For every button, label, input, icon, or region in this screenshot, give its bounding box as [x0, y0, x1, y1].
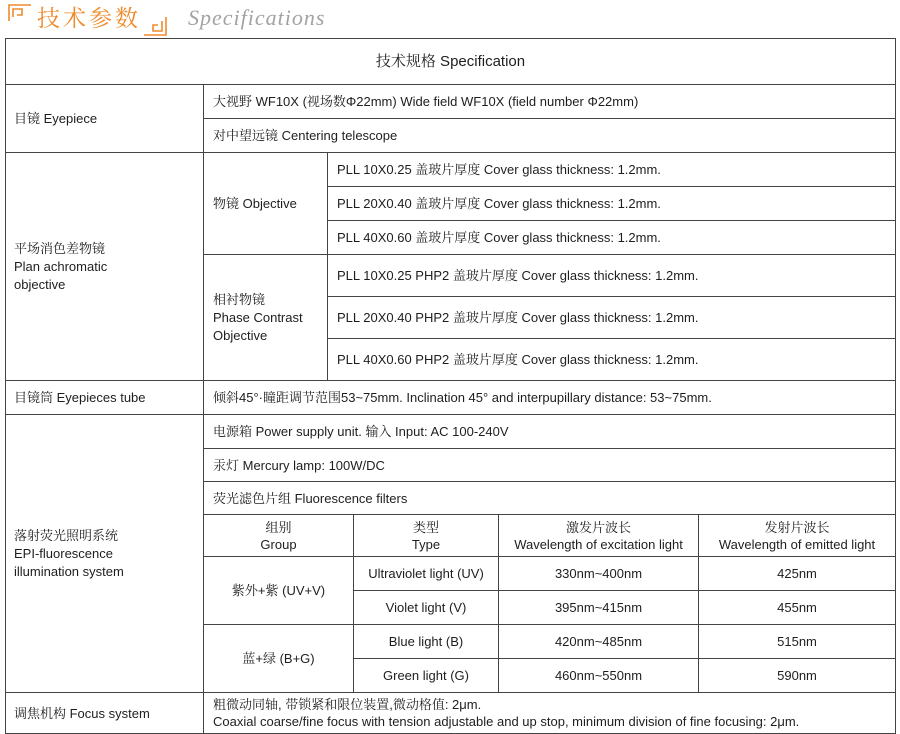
focus-value-line-en: Coaxial coarse/fine focus with tension adjustable and up stop, minimum division of fine focusing: 2μm.	[213, 714, 800, 729]
filter-header-group	[203, 514, 354, 557]
objective-row	[327, 152, 896, 187]
filter-type: Ultraviolet light (UV)	[368, 566, 484, 581]
filter-header-en: Wavelength of emitted light	[718, 536, 876, 552]
filter-emitted-cell	[698, 556, 896, 591]
fluorescence-row	[203, 448, 896, 482]
filter-type: Blue light (B)	[388, 634, 464, 649]
power-supply-value: 电源箱 Power supply unit. 输入 Input: AC 100-240V	[213, 424, 509, 439]
objective-label-cell	[5, 152, 204, 381]
filter-excitation-cell	[498, 590, 699, 625]
filter-type-cell	[353, 624, 499, 659]
tube-value-cell	[203, 380, 896, 415]
eyepiece-label: 目镜 Eyepiece	[14, 111, 98, 126]
filter-group-name: 蓝+绿 (B+G)	[242, 651, 315, 666]
filter-header-cn: 发射片波长	[764, 519, 830, 535]
filter-header-type	[353, 514, 499, 557]
focus-value-line-cn: 粗微动同轴, 带锁紧和限位装置,微动格值: 2μm.	[213, 697, 482, 712]
filter-emitted-cell	[698, 658, 896, 693]
filter-emitted: 455nm	[777, 600, 817, 615]
phase-objective-value: PLL 10X0.25 PHP2 盖玻片厚度 Cover glass thickness: 1.2mm.	[337, 268, 699, 283]
filter-excitation: 460nm~550nm	[554, 668, 643, 683]
objective-label-line: objective	[14, 276, 66, 292]
objective-group-label-cell	[203, 152, 328, 255]
objective-value: PLL 20X0.40 盖玻片厚度 Cover glass thickness: 1.2mm.	[337, 196, 661, 211]
objective-value: PLL 40X0.60 盖玻片厚度 Cover glass thickness: 1.2mm.	[337, 230, 661, 245]
objective-label-line: Plan achromatic	[14, 258, 108, 274]
filter-group-name: 紫外+紫 (UV+V)	[231, 583, 326, 598]
filter-excitation-cell	[498, 624, 699, 659]
tube-label-cell	[5, 380, 204, 415]
filter-emitted: 590nm	[777, 668, 817, 683]
objective-row	[327, 186, 896, 221]
mercury-lamp-value: 汞灯 Mercury lamp: 100W/DC	[213, 457, 385, 473]
filter-header-en: Group	[260, 536, 297, 552]
phase-objective-value: PLL 40X0.60 PHP2 盖玻片厚度 Cover glass thickness: 1.2mm.	[337, 352, 699, 367]
filter-header-cn: 类型	[412, 519, 439, 535]
filter-type: Green light (G)	[383, 668, 469, 683]
phase-group-label-line: 相衬物镜	[213, 291, 266, 307]
filter-emitted: 425nm	[777, 566, 817, 581]
filter-header-cn: 组别	[265, 519, 292, 535]
filter-excitation-cell	[498, 556, 699, 591]
focus-value-cell	[203, 692, 896, 734]
focus-label-cell	[5, 692, 204, 734]
focus-label: 调焦机构 Focus system	[14, 705, 150, 721]
tube-value: 倾斜45°·瞳距调节范围53~75mm. Inclination 45° and interpupillary distance: 53~75mm.	[213, 390, 712, 405]
eyepiece-row	[203, 118, 896, 153]
tube-label: 目镜筒 Eyepieces tube	[14, 390, 146, 405]
focus-value	[213, 696, 799, 730]
filter-excitation-cell	[498, 658, 699, 693]
phase-objective-row	[327, 296, 896, 339]
fluorescence-label-line: illumination system	[14, 563, 124, 579]
filter-type-cell	[353, 556, 499, 591]
objective-label-line: 平场消色差物镜	[14, 240, 106, 256]
phase-group-label	[213, 291, 303, 345]
phase-objective-value: PLL 20X0.40 PHP2 盖玻片厚度 Cover glass thickness: 1.2mm.	[337, 310, 699, 325]
objective-value: PLL 10X0.25 盖玻片厚度 Cover glass thickness: 1.2mm.	[337, 162, 661, 177]
corner-ornament-bottom-right-icon	[144, 17, 166, 35]
phase-group-label-line: Phase Contrast	[213, 309, 303, 325]
fluorescence-row	[203, 414, 896, 449]
section-title-cn: 技术参数	[37, 5, 141, 31]
objective-row	[327, 220, 896, 255]
filter-header-en: Wavelength of excitation light	[514, 536, 683, 552]
phase-objective-row	[327, 254, 896, 297]
filter-header-en: Type	[411, 536, 441, 552]
eyepiece-wide-field-value: 大视野 WF10X (视场数Φ22mm) Wide field WF10X (field number Φ22mm)	[213, 94, 639, 109]
fluorescence-label-line: 落射荧光照明系统	[14, 527, 119, 543]
filter-emitted-cell	[698, 624, 896, 659]
filter-header-excitation	[498, 514, 699, 557]
filter-emitted: 515nm	[777, 634, 817, 649]
fluorescence-label-line: EPI-fluorescence	[14, 545, 113, 561]
fluorescence-row	[203, 481, 896, 515]
fluorescence-label-cell	[5, 414, 204, 693]
objective-group-label: 物镜 Objective	[213, 196, 297, 211]
filter-excitation: 420nm~485nm	[554, 634, 643, 649]
filter-excitation: 395nm~415nm	[554, 600, 643, 615]
filter-type-cell	[353, 590, 499, 625]
objective-label	[14, 240, 107, 294]
section-title-en: Specifications	[188, 5, 326, 30]
fluorescence-label	[14, 527, 124, 581]
phase-group-label-line: Objective	[213, 327, 268, 343]
eyepiece-centering-value: 对中望远镜 Centering telescope	[213, 128, 398, 143]
filter-excitation: 330nm~400nm	[554, 566, 643, 581]
filter-type-cell	[353, 658, 499, 693]
filter-header-cn: 激发片波长	[565, 519, 631, 535]
fluorescence-filters-value: 荧光滤色片组 Fluorescence filters	[213, 490, 408, 506]
filter-header-emitted	[698, 514, 896, 557]
phase-objective-row	[327, 338, 896, 381]
filter-type: Violet light (V)	[385, 600, 467, 615]
filter-group-cell	[203, 556, 354, 625]
filter-group-cell	[203, 624, 354, 693]
filter-emitted-cell	[698, 590, 896, 625]
eyepiece-row	[203, 84, 896, 119]
phase-group-label-cell	[203, 254, 328, 381]
table-title-cell	[5, 38, 896, 85]
corner-ornament-top-left-icon	[9, 5, 31, 21]
table-title: 技术规格 Specification	[375, 52, 526, 70]
eyepiece-label-cell	[5, 84, 204, 153]
